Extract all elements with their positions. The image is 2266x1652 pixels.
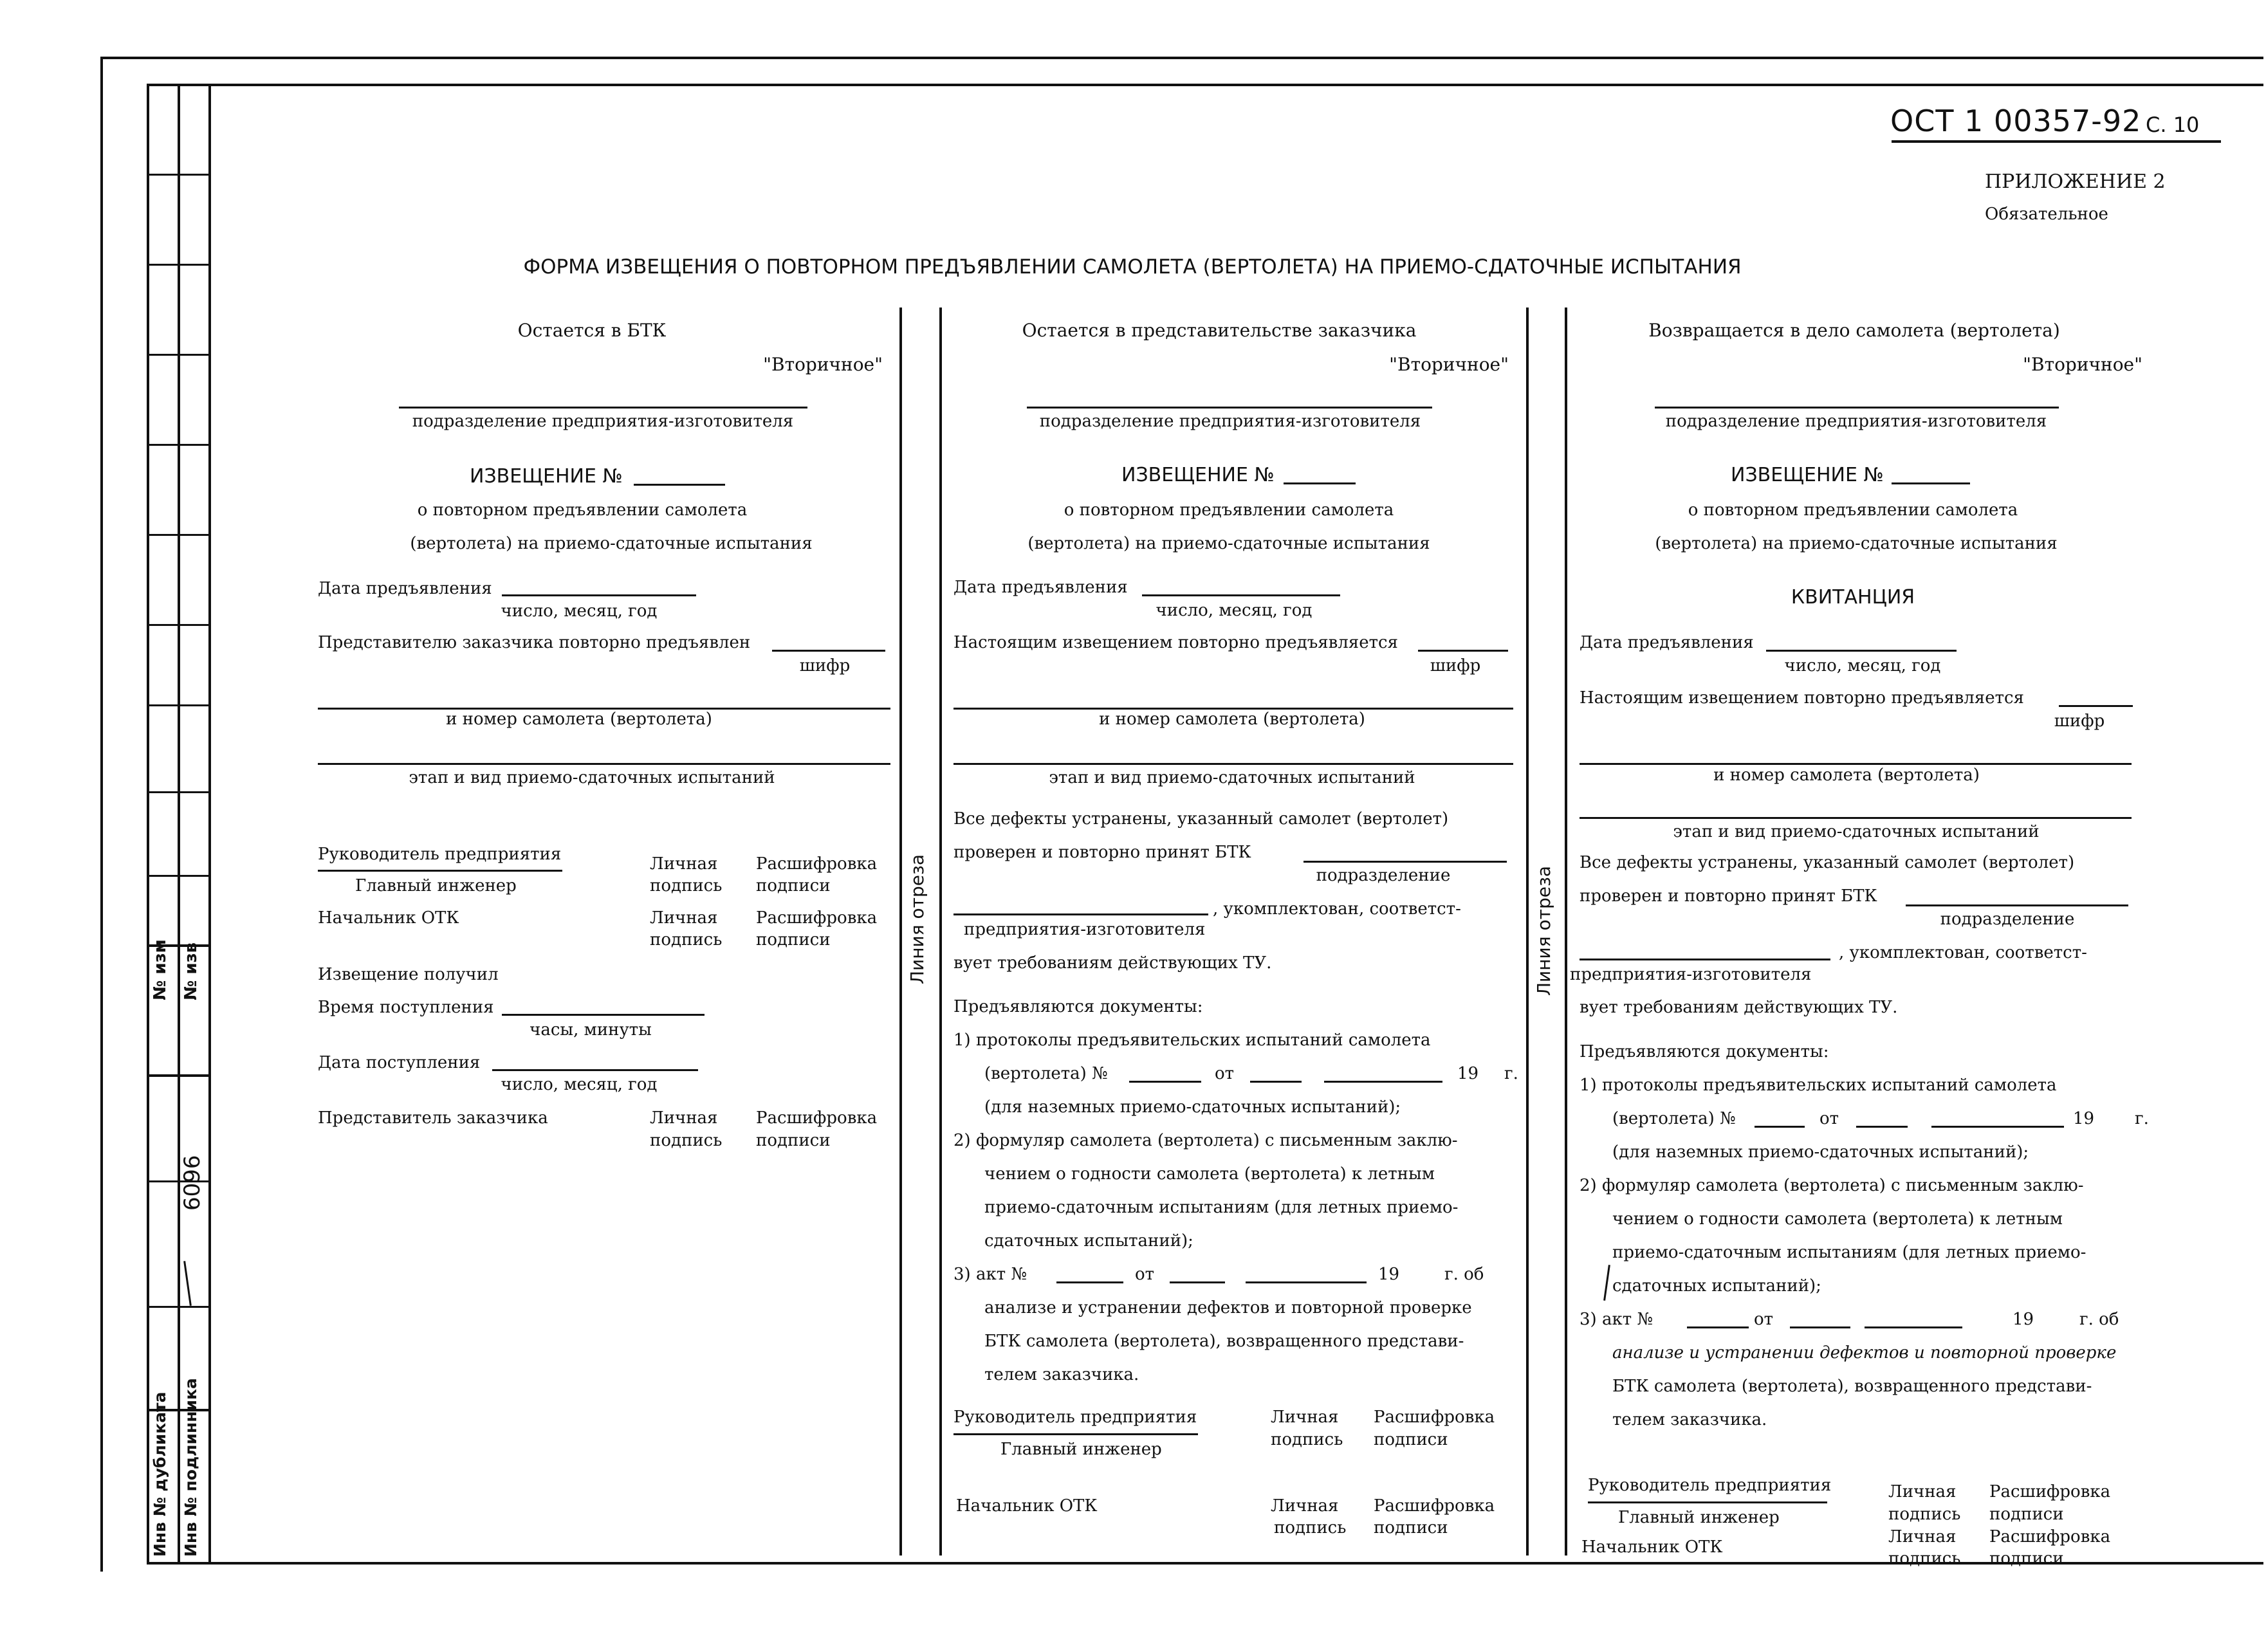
signature-label: Личная bbox=[1888, 1527, 1957, 1546]
subject-line: о повторном предъявлении самолета bbox=[417, 500, 748, 520]
appendix-status: Обязательное bbox=[1985, 205, 2108, 224]
original-inventory-label: Инв № подлинника bbox=[181, 1378, 200, 1557]
year-suffix: г. bbox=[1504, 1064, 1518, 1083]
document-item: (вертолета) № bbox=[984, 1064, 1108, 1083]
document-item: анализе и устранении дефектов и повторной проверке bbox=[984, 1298, 1472, 1317]
document-item: 2) формуляр самолета (вертолета) с письменным заклю- bbox=[1580, 1176, 2084, 1195]
column-divider bbox=[1526, 307, 1529, 1556]
copy-mark: "Вторичное" bbox=[2023, 354, 2142, 375]
completed-text: , укомплектован, соответст- bbox=[1213, 899, 1461, 919]
documents-title: Предъявляются документы: bbox=[953, 997, 1203, 1016]
department-caption: подразделение предприятия-изготовителя bbox=[1039, 412, 1421, 431]
date-caption: число, месяц, год bbox=[1156, 601, 1313, 620]
from-label: от bbox=[1754, 1310, 1774, 1329]
decoding-label: Расшифровка bbox=[1989, 1527, 2111, 1546]
year-suffix: г. bbox=[2135, 1109, 2149, 1128]
otk-head: Начальник ОТК bbox=[956, 1496, 1098, 1516]
column-divider bbox=[939, 307, 942, 1556]
stage-caption: этап и вид приемо-сдаточных испытаний bbox=[1049, 768, 1415, 787]
change-number-label: № изм bbox=[151, 939, 170, 1000]
document-item: анализе и устранении дефектов и повторной проверке bbox=[1612, 1343, 2117, 1363]
document-item: приемо-сдаточным испытаниям (для летных приемо- bbox=[1612, 1243, 2086, 1262]
year-prefix: 19 bbox=[2013, 1310, 2034, 1329]
decoding-label: подписи bbox=[756, 1131, 831, 1150]
subject-line: о повторном предъявлении самолета bbox=[1688, 500, 2018, 520]
appendix-label: ПРИЛОЖЕНИЕ 2 bbox=[1985, 170, 2166, 193]
stage-caption: этап и вид приемо-сдаточных испытаний bbox=[1673, 822, 2040, 841]
head-title: Руководитель предприятия bbox=[953, 1408, 1197, 1427]
aircraft-caption: и номер самолета (вертолета) bbox=[446, 710, 712, 729]
arrival-time-label: Время поступления bbox=[318, 998, 494, 1017]
decoding-label: Расшифровка bbox=[756, 908, 878, 928]
signature-label: подпись bbox=[650, 876, 723, 895]
document-item: (для наземных приемо-сдаточных испытаний); bbox=[1612, 1143, 2029, 1162]
decoding-label: Расшифровка bbox=[1374, 1408, 1495, 1427]
date-label: Дата предъявления bbox=[318, 579, 492, 598]
handwritten-mark bbox=[1603, 1265, 1610, 1301]
copy-mark: "Вторичное" bbox=[1389, 354, 1509, 375]
document-item: 1) протоколы предъявительских испытаний самолета bbox=[1580, 1076, 2057, 1095]
handwritten-mark bbox=[183, 1261, 192, 1306]
head-title: Руководитель предприятия bbox=[1588, 1476, 1832, 1495]
defects-text: Все дефекты устранены, указанный самолет (вертолет) bbox=[1580, 853, 2075, 872]
duplicate-inventory-label: Инв № дубликата bbox=[151, 1391, 169, 1557]
complies-text: вует требованиям действующих ТУ. bbox=[953, 953, 1272, 973]
head-title: Руководитель предприятия bbox=[318, 845, 562, 864]
decoding-label: Расшифровка bbox=[1989, 1482, 2111, 1501]
arrival-date-label: Дата поступления bbox=[318, 1053, 481, 1072]
destination-label: Возвращается в дело самолета (вертолета) bbox=[1648, 320, 2060, 341]
document-item: телем заказчика. bbox=[984, 1365, 1139, 1384]
document-item: 2) формуляр самолета (вертолета) с письменным заклю- bbox=[953, 1131, 1458, 1150]
signature-label: подпись bbox=[650, 1131, 723, 1150]
chief-engineer: Главный инженер bbox=[1000, 1440, 1162, 1459]
stage-caption: этап и вид приемо-сдаточных испытаний bbox=[409, 768, 775, 787]
notice-title: ИЗВЕЩЕНИЕ № bbox=[1731, 464, 1884, 486]
decoding-label: подписи bbox=[756, 876, 831, 895]
column-divider bbox=[1565, 307, 1567, 1556]
presented-text: Настоящим извещением повторно предъявляется bbox=[1580, 688, 2024, 708]
complies-text: вует требованиям действующих ТУ. bbox=[1580, 998, 1898, 1017]
aircraft-caption: и номер самолета (вертолета) bbox=[1099, 710, 1365, 729]
document-item: (вертолета) № bbox=[1612, 1109, 1736, 1128]
from-label: от bbox=[1819, 1109, 1839, 1128]
document-item: 3) акт № bbox=[953, 1265, 1027, 1284]
document-item: 3) акт № bbox=[1580, 1310, 1653, 1329]
otk-head: Начальник ОТК bbox=[1581, 1537, 1723, 1557]
subdivision-caption: подразделение bbox=[1316, 866, 1451, 885]
customer-rep-label: Представитель заказчика bbox=[318, 1108, 548, 1128]
decoding-label: Расшифровка bbox=[1374, 1496, 1495, 1516]
decoding-label: подписи bbox=[1374, 1518, 1448, 1537]
cut-line-label: Линия отреза bbox=[1533, 866, 1554, 996]
document-item: чением о годности самолета (вертолета) к летным bbox=[1612, 1209, 2063, 1229]
signature-label: Личная bbox=[1888, 1482, 1957, 1501]
year-prefix: 19 bbox=[1457, 1064, 1479, 1083]
document-item: БТК самолета (вертолета), возвращенного представи- bbox=[984, 1332, 1464, 1351]
notice-title: ИЗВЕЩЕНИЕ № bbox=[470, 465, 623, 488]
year-prefix: 19 bbox=[1378, 1265, 1400, 1284]
date-label: Дата предъявления bbox=[1580, 633, 1754, 652]
signature-label: Личная bbox=[1271, 1496, 1339, 1516]
page-number: С. 10 bbox=[2146, 113, 2200, 137]
subject-line: (вертолета) на приемо-сдаточные испытания bbox=[1027, 534, 1430, 553]
department-caption: подразделение предприятия-изготовителя bbox=[412, 412, 794, 431]
year-suffix: г. об bbox=[1444, 1265, 1484, 1284]
cut-line-label: Линия отреза bbox=[907, 854, 928, 984]
received-label: Извещение получил bbox=[318, 965, 499, 984]
cipher-caption: шифр bbox=[2054, 711, 2105, 731]
decoding-label: подписи bbox=[1989, 1505, 2064, 1524]
signature-label: подпись bbox=[650, 930, 723, 950]
document-item: приемо-сдаточным испытаниям (для летных приемо- bbox=[984, 1198, 1459, 1217]
signature-label: подпись bbox=[1271, 1430, 1343, 1449]
signature-label: Личная bbox=[650, 908, 718, 928]
department-caption: подразделение предприятия-изготовителя bbox=[1665, 412, 2047, 431]
presented-text: Настоящим извещением повторно предъявляется bbox=[953, 633, 1398, 652]
documents-title: Предъявляются документы: bbox=[1580, 1042, 1829, 1061]
receipt-title: КВИТАНЦИЯ bbox=[1791, 586, 1915, 609]
manufacturer-caption: предприятия-изготовителя bbox=[964, 920, 1206, 939]
date-label: Дата предъявления bbox=[953, 578, 1128, 597]
signature-label: подпись bbox=[1274, 1518, 1347, 1537]
date-caption: число, месяц, год bbox=[501, 601, 658, 621]
manufacturer-caption: предприятия-изготовителя bbox=[1570, 965, 1812, 984]
presented-text: Представителю заказчика повторно предъявлен bbox=[318, 633, 751, 652]
defects-text: проверен и повторно принят БТК bbox=[953, 843, 1251, 862]
document-item: телем заказчика. bbox=[1612, 1410, 1767, 1429]
destination-label: Остается в представительстве заказчика bbox=[1022, 320, 1417, 341]
arrival-time-caption: часы, минуты bbox=[530, 1020, 652, 1040]
defects-text: проверен и повторно принят БТК bbox=[1580, 886, 1877, 906]
inventory-number: 6096 bbox=[180, 1155, 205, 1211]
document-item: (для наземных приемо-сдаточных испытаний); bbox=[984, 1097, 1401, 1117]
decoding-label: Расшифровка bbox=[756, 854, 878, 874]
signature-label: подпись bbox=[1888, 1505, 1961, 1524]
signature-label: Личная bbox=[1271, 1408, 1339, 1427]
otk-head: Начальник ОТК bbox=[318, 908, 459, 928]
chief-engineer: Главный инженер bbox=[355, 876, 517, 895]
copy-mark: "Вторичное" bbox=[763, 354, 883, 375]
signature-label: Личная bbox=[650, 1108, 718, 1128]
completed-text: , укомплектован, соответст- bbox=[1839, 943, 2087, 962]
column-divider bbox=[899, 307, 902, 1556]
from-label: от bbox=[1215, 1064, 1235, 1083]
form-title: ФОРМА ИЗВЕЩЕНИЯ О ПОВТОРНОМ ПРЕДЪЯВЛЕНИИ САМОЛЕТА (ВЕРТОЛЕТА) НА ПРИЕМО-СДАТОЧНЫЕ ИСПЫТАНИЯ bbox=[523, 255, 1742, 279]
notice-title: ИЗВЕЩЕНИЕ № bbox=[1121, 464, 1275, 486]
cipher-caption: шифр bbox=[799, 656, 851, 675]
signature-label: Личная bbox=[650, 854, 718, 874]
notice-number-label: № изв bbox=[181, 942, 201, 1000]
subdivision-caption: подразделение bbox=[1940, 910, 2075, 929]
decoding-label: Расшифровка bbox=[756, 1108, 878, 1128]
chief-engineer: Главный инженер bbox=[1618, 1508, 1780, 1527]
subject-line: (вертолета) на приемо-сдаточные испытания bbox=[1655, 534, 2058, 553]
signature-label: подпись bbox=[1888, 1549, 1961, 1568]
defects-text: Все дефекты устранены, указанный самолет (вертолет) bbox=[953, 809, 1449, 829]
destination-label: Остается в БТК bbox=[517, 320, 667, 341]
decoding-label: подписи bbox=[1374, 1430, 1448, 1449]
document-item: БТК самолета (вертолета), возвращенного представи- bbox=[1612, 1377, 2092, 1396]
document-item: сдаточных испытаний); bbox=[1612, 1276, 1821, 1296]
document-item: сдаточных испытаний); bbox=[984, 1231, 1193, 1251]
date-caption: число, месяц, год bbox=[1784, 656, 1941, 675]
year-suffix: г. об bbox=[2079, 1310, 2119, 1329]
document-item: 1) протоколы предъявительских испытаний самолета bbox=[953, 1031, 1431, 1050]
year-prefix: 19 bbox=[2073, 1109, 2095, 1128]
standard-number: ОСТ 1 00357-92 bbox=[1890, 104, 2142, 138]
aircraft-caption: и номер самолета (вертолета) bbox=[1713, 766, 1980, 785]
cipher-caption: шифр bbox=[1430, 656, 1481, 675]
decoding-label: подписи bbox=[1989, 1549, 2064, 1568]
subject-line: о повторном предъявлении самолета bbox=[1064, 500, 1394, 520]
arrival-date-caption: число, месяц, год bbox=[501, 1075, 658, 1094]
subject-line: (вертолета) на приемо-сдаточные испытания bbox=[410, 534, 813, 553]
decoding-label: подписи bbox=[756, 930, 831, 950]
from-label: от bbox=[1135, 1265, 1155, 1284]
document-item: чением о годности самолета (вертолета) к летным bbox=[984, 1164, 1435, 1184]
